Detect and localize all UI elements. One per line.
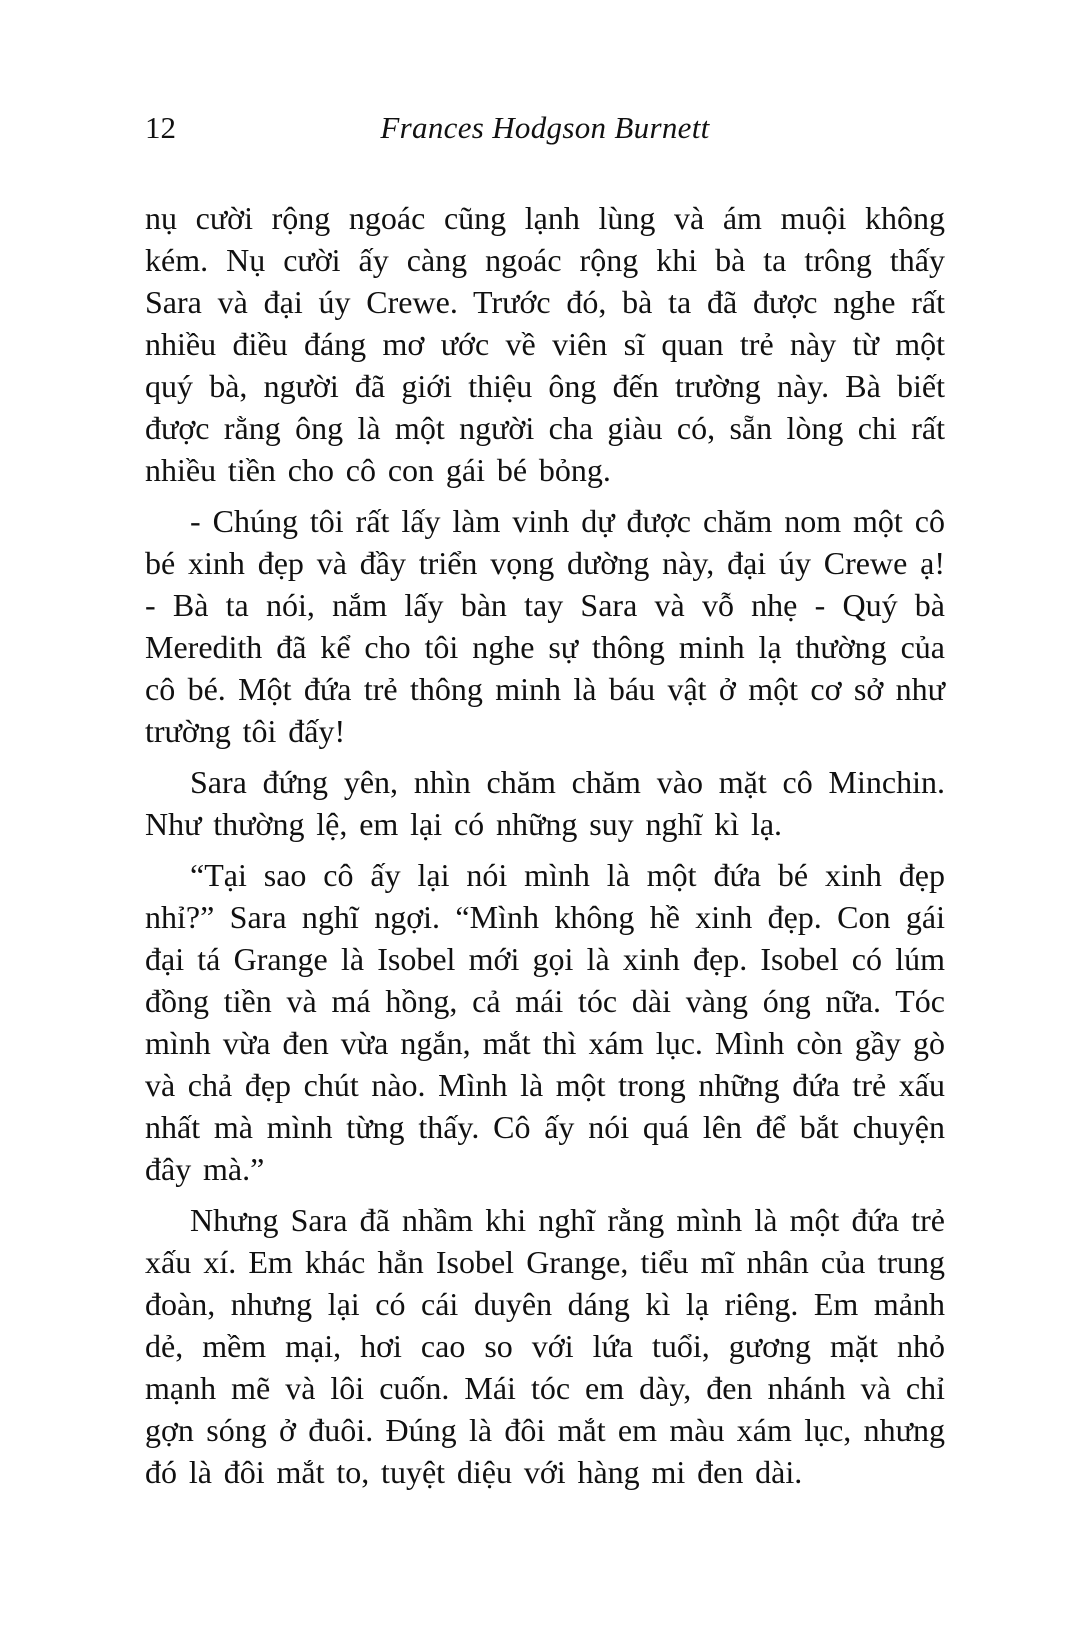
paragraph: - Chúng tôi rất lấy làm vinh dự được chăm nom một cô bé xinh đẹp và đầy triển vọng dường này, đại úy Crewe ạ! - Bà ta nói, nắm lấy bàn tay Sara và vỗ nhẹ - Quý bà Meredith đã kể cho tôi nghe sự thông minh lạ thường của cô bé. Một đứa trẻ thông minh là báu vật ở một cơ sở như trường tôi đấy! (145, 503, 945, 749)
running-title: Frances Hodgson Burnett (380, 110, 710, 145)
running-header (145, 107, 945, 149)
paragraph: Nhưng Sara đã nhầm khi nghĩ rằng mình là một đứa trẻ xấu xí. Em khác hẳn Isobel Grange, tiểu mĩ nhân của trung đoàn, nhưng lại có cái duyên dáng kì lạ riêng. Em mảnh dẻ, mềm mại, hơi cao so với lứa tuổi, gương mặt nhỏ mạnh mẽ và lôi cuốn. Mái tóc em dày, đen nhánh và chỉ gợn sóng ở đuôi. Đúng là đôi mắt em màu xám lục, nhưng đó là đôi mắt to, tuyệt diệu với hàng mi đen dài. (145, 1202, 945, 1490)
paragraph: Sara đứng yên, nhìn chăm chăm vào mặt cô Minchin. Như thường lệ, em lại có những suy nghĩ kì lạ. (145, 764, 945, 842)
text-column (145, 107, 945, 1493)
page-number: 12 (145, 110, 176, 145)
paragraph: nụ cười rộng ngoác cũng lạnh lùng và ám muội không kém. Nụ cười ấy càng ngoác rộng khi bà ta trông thấy Sara và đại úy Crewe. Trước đó, bà ta đã được nghe rất nhiều điều đáng mơ ước về viên sĩ quan trẻ này từ một quý bà, người đã giới thiệu ông đến trường này. Bà biết được rằng ông là một người cha giàu có, sẵn lòng chi rất nhiều tiền cho cô con gái bé bỏng. (145, 200, 945, 488)
paragraph: “Tại sao cô ấy lại nói mình là một đứa bé xinh đẹp nhỉ?” Sara nghĩ ngợi. “Mình không hề xinh đẹp. Con gái đại tá Grange là Isobel mới gọi là xinh đẹp. Isobel có lúm đồng tiền và má hồng, cả mái tóc dài vàng óng nữa. Tóc mình vừa đen vừa ngắn, mắt thì xám lục. Mình còn gầy gò và chả đẹp chút nào. Mình là một trong những đứa trẻ xấu nhất mà mình từng thấy. Cô ấy nói quá lên để bắt chuyện đây mà.” (145, 857, 945, 1187)
body-text (145, 197, 945, 1493)
